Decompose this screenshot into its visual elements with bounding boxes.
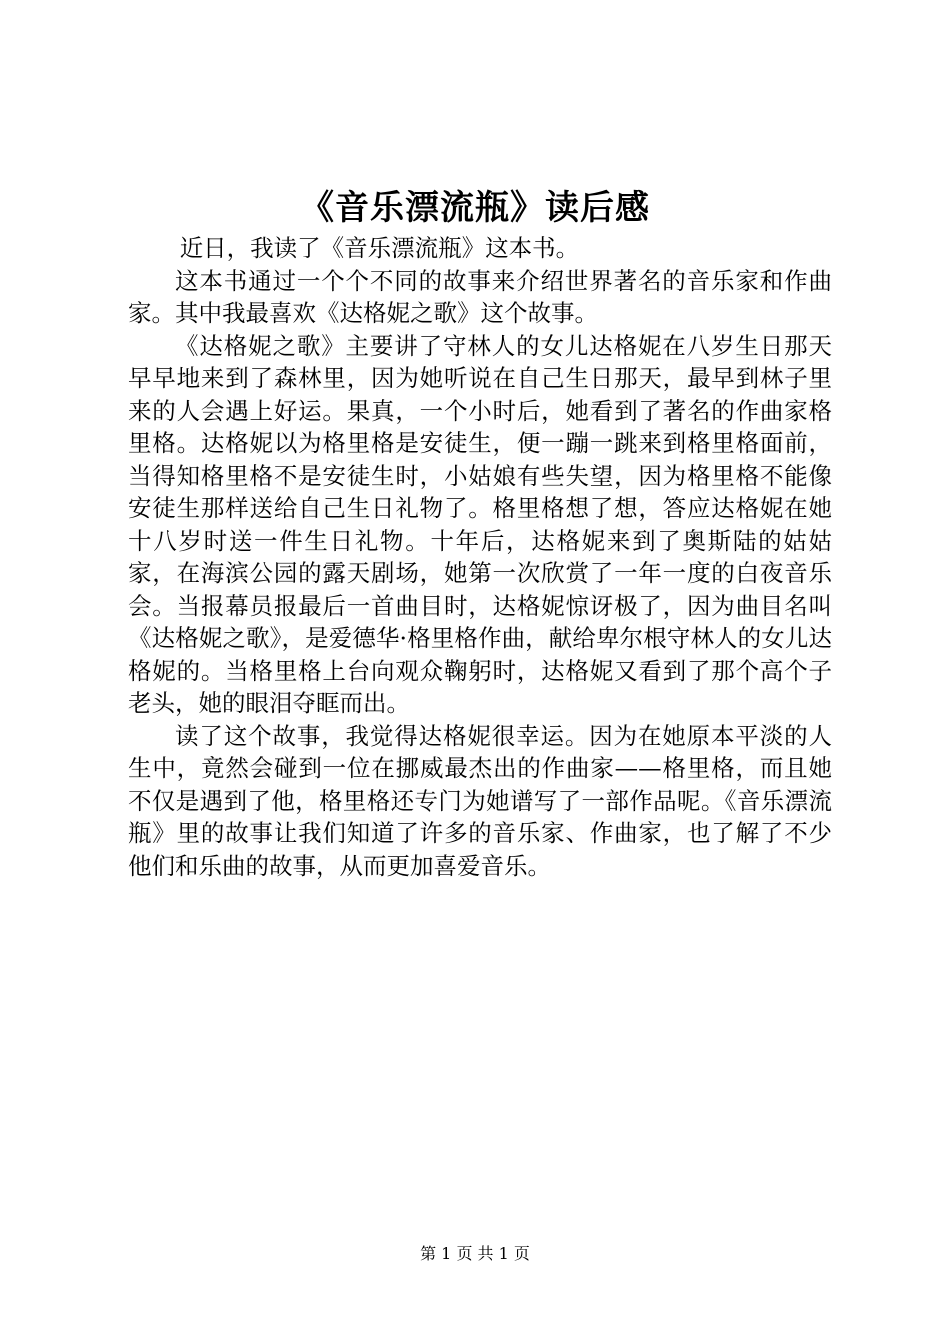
page-number-footer: 第 1 页 共 1 页 — [420, 1244, 530, 1263]
paragraph-reflection: 读了这个故事，我觉得达格妮很幸运。因为在她原本平淡的人生中，竟然会碰到一位在挪威最杰出的作曲家——格里格，而且她不仅是遇到了他，格里格还专门为她谱写了一部作品呢。《音乐漂流瓶》里的故事让我们知道了许多的音乐家、作曲家，也了解了不少他们和乐曲的故事，从而更加喜爱音乐。 — [128, 721, 832, 880]
document-title: 《音乐漂流瓶》读后感 — [300, 188, 650, 228]
paragraph-book-summary: 这本书通过一个个不同的故事来介绍世界著名的音乐家和作曲家。其中我最喜欢《达格妮之歌》这个故事。 — [128, 266, 832, 327]
paragraph-intro: 近日，我读了《音乐漂流瓶》这本书。 — [179, 234, 580, 262]
document-body — [128, 232, 832, 882]
paragraph-story: 《达格妮之歌》主要讲了守林人的女儿达格妮在八岁生日那天早早地来到了森林里，因为她听说在自己生日那天，最早到林子里来的人会遇上好运。果真，一个小时后，她看到了著名的作曲家格里格。达格妮以为格里格是安徒生，便一蹦一跳来到格里格面前，当得知格里格不是安徒生时，小姑娘有些失望，因为格里格不能像安徒生那样送给自己生日礼物了。格里格想了想，答应达格妮在她十八岁时送一件生日礼物。十年后，达格妮来到了奥斯陆的姑姑家，在海滨公园的露天剧场，她第一次欣赏了一年一度的白夜音乐会。当报幕员报最后一首曲目时，达格妮惊讶极了，因为曲目名叫《达格妮之歌》，是爱德华·格里格作曲，献给卑尔根守林人的女儿达格妮的。当格里格上台向观众鞠躬时，达格妮又看到了那个高个子老头，她的眼泪夺眶而出。 — [128, 331, 832, 717]
